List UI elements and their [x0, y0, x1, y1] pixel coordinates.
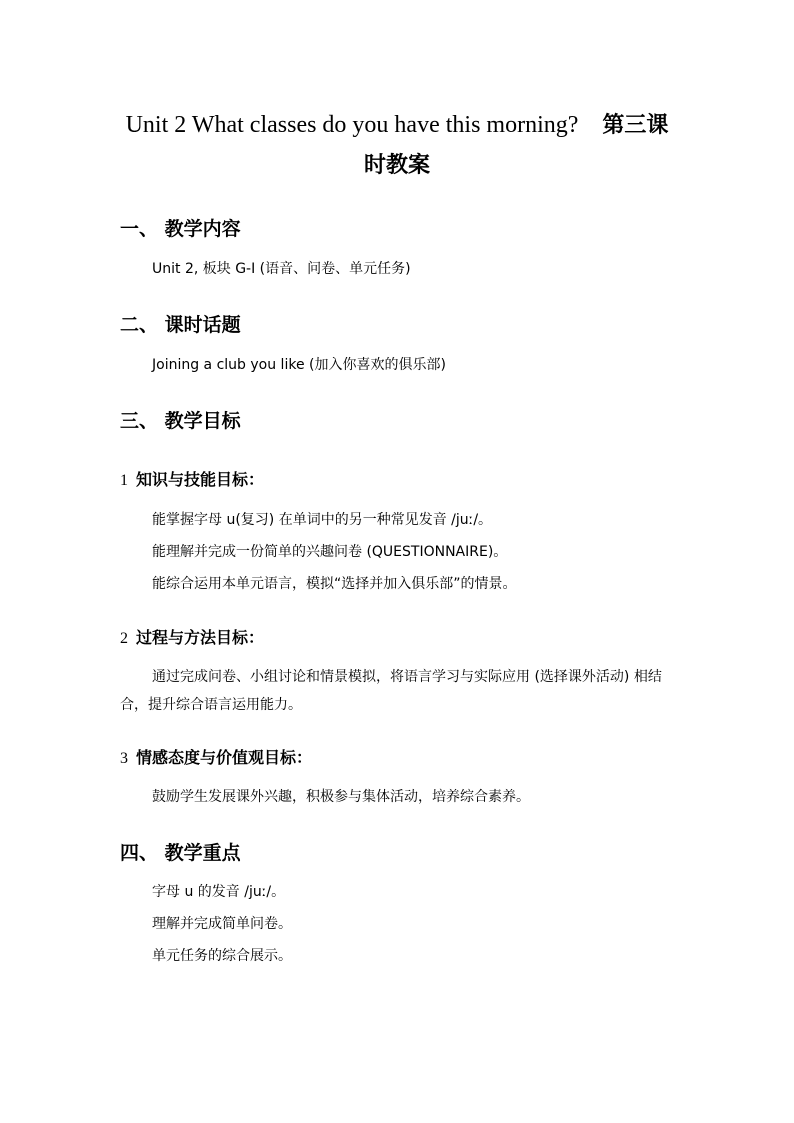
subheading-number: 2	[120, 630, 128, 647]
key-point-item: 理解并完成简单问卷。	[152, 916, 292, 932]
subheading-label: 知识与技能目标：	[136, 470, 265, 489]
subheading-emotion	[120, 746, 312, 771]
key-point-item: 字母 u 的发音 /juː/。	[152, 884, 286, 900]
section-heading-topic: 二、 课时话题	[120, 314, 241, 336]
section-heading-objectives: 三、 教学目标	[120, 410, 241, 432]
emotion-text: 鼓励学生发展课外兴趣，积极参与集体活动，培养综合素养。	[152, 789, 530, 805]
subheading-process	[120, 626, 264, 651]
knowledge-item: 能掌握字母 u(复习) 在单词中的另一种常见发音 /juː/。	[152, 512, 493, 528]
subheading-knowledge	[120, 468, 264, 493]
knowledge-item: 能理解并完成一份简单的兴趣问卷 (QUESTIONNAIRE)。	[152, 544, 508, 560]
title-chinese-part1: 第三课	[602, 113, 669, 138]
key-point-item: 单元任务的综合展示。	[152, 948, 292, 964]
section-text-topic: Joining a club you like (加入你喜欢的俱乐部)	[152, 357, 446, 373]
subheading-label: 情感态度与价值观目标：	[136, 748, 313, 767]
title-chinese-part2: 时教案	[363, 153, 430, 178]
subheading-label: 过程与方法目标：	[136, 628, 265, 647]
section-text-content: Unit 2, 板块 G-I (语音、问卷、单元任务)	[152, 261, 411, 277]
section-heading-content: 一、 教学内容	[120, 218, 241, 240]
section-heading-key-points: 四、 教学重点	[120, 842, 241, 864]
document-title-continued	[80, 145, 714, 186]
process-text: 通过完成问卷、小组讨论和情景模拟，将语言学习与实际应用 (选择课外活动) 相结合，提升综合语言运用能力。	[120, 669, 662, 713]
subheading-number: 1	[120, 472, 128, 489]
subheading-number: 3	[120, 750, 128, 767]
knowledge-item: 能综合运用本单元语言，模拟“选择并加入俱乐部”的情景。	[152, 576, 517, 592]
title-english: Unit 2 What classes do you have this morning?	[125, 112, 579, 138]
document-title	[80, 105, 714, 146]
